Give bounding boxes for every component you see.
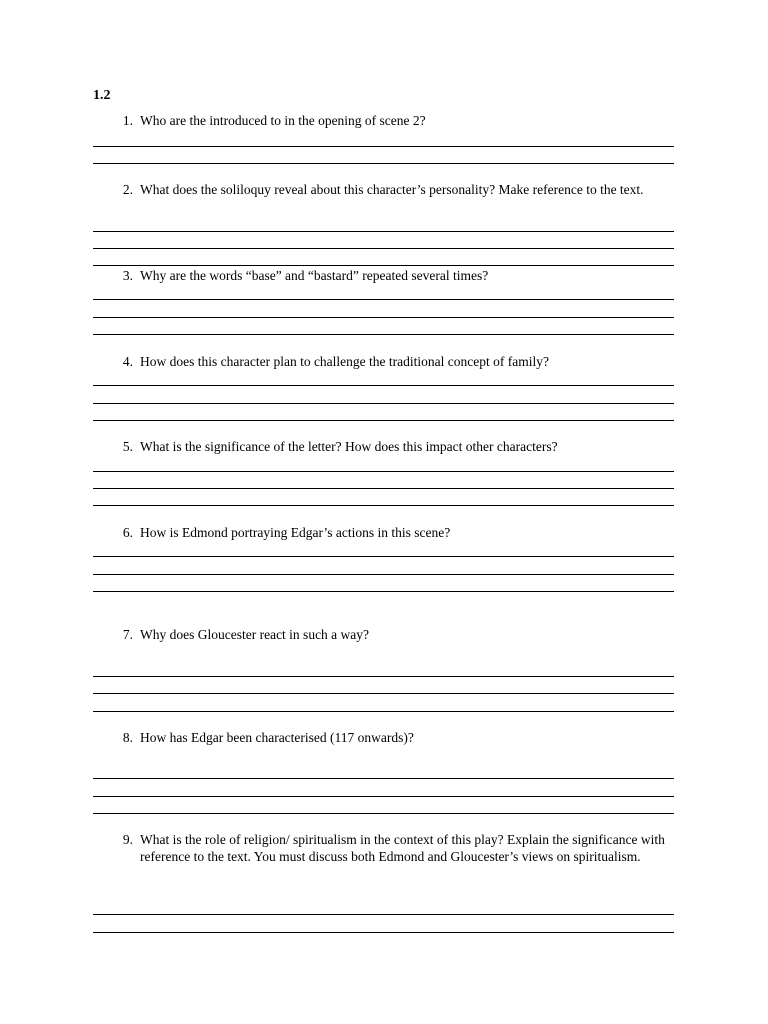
answer-line[interactable] xyxy=(93,796,674,797)
answer-line[interactable] xyxy=(93,385,674,386)
answer-line[interactable] xyxy=(93,914,674,915)
question-text: What does the soliloquy reveal about this character’s personality? Make reference to the text. xyxy=(140,182,644,197)
answer-line[interactable] xyxy=(93,231,674,232)
question-number: 9. xyxy=(122,832,133,847)
question-number: 4. xyxy=(122,354,133,369)
answer-line[interactable] xyxy=(93,163,674,164)
question-text: Who are the introduced to in the opening of scene 2? xyxy=(140,113,426,128)
answer-line[interactable] xyxy=(93,693,674,694)
question-text: Why are the words “base” and “bastard” repeated several times? xyxy=(140,268,489,283)
question-number: 6. xyxy=(122,525,133,540)
answer-line[interactable] xyxy=(93,488,674,489)
question-number: 3. xyxy=(122,268,133,283)
question-text: What is the significance of the letter? How does this impact other characters? xyxy=(140,439,558,454)
answer-line[interactable] xyxy=(93,505,674,506)
answer-line[interactable] xyxy=(93,591,674,592)
question-number: 1. xyxy=(122,113,133,128)
answer-line[interactable] xyxy=(93,403,674,404)
question-text: How has Edgar been characterised (117 onwards)? xyxy=(140,730,414,745)
section-heading: 1.2 xyxy=(93,88,111,103)
answer-line[interactable] xyxy=(93,813,674,814)
question-text: How is Edmond portraying Edgar’s actions in this scene? xyxy=(140,525,451,540)
answer-line[interactable] xyxy=(93,574,674,575)
answer-line[interactable] xyxy=(93,778,674,779)
question-text: What is the role of religion/ spiritualism in the context of this play? Explain the significance with reference to the text. You must discuss both Edmond and Gloucester’s views on spiritualism. xyxy=(140,832,665,864)
question-text: Why does Gloucester react in such a way? xyxy=(140,627,370,642)
question-number: 2. xyxy=(122,182,133,197)
answer-line[interactable] xyxy=(93,265,674,266)
answer-line[interactable] xyxy=(93,471,674,472)
answer-line[interactable] xyxy=(93,676,674,677)
question-number: 8. xyxy=(122,730,133,745)
answer-line[interactable] xyxy=(93,334,674,335)
answer-line[interactable] xyxy=(93,146,674,147)
answer-line[interactable] xyxy=(93,248,674,249)
answer-line[interactable] xyxy=(93,711,674,712)
question-number: 5. xyxy=(122,439,133,454)
answer-line[interactable] xyxy=(93,420,674,421)
answer-line[interactable] xyxy=(93,299,674,300)
answer-line[interactable] xyxy=(93,317,674,318)
question-number: 7. xyxy=(122,627,133,642)
answer-line[interactable] xyxy=(93,556,674,557)
question-text: How does this character plan to challenge the traditional concept of family? xyxy=(140,354,549,369)
answer-line[interactable] xyxy=(93,932,674,933)
